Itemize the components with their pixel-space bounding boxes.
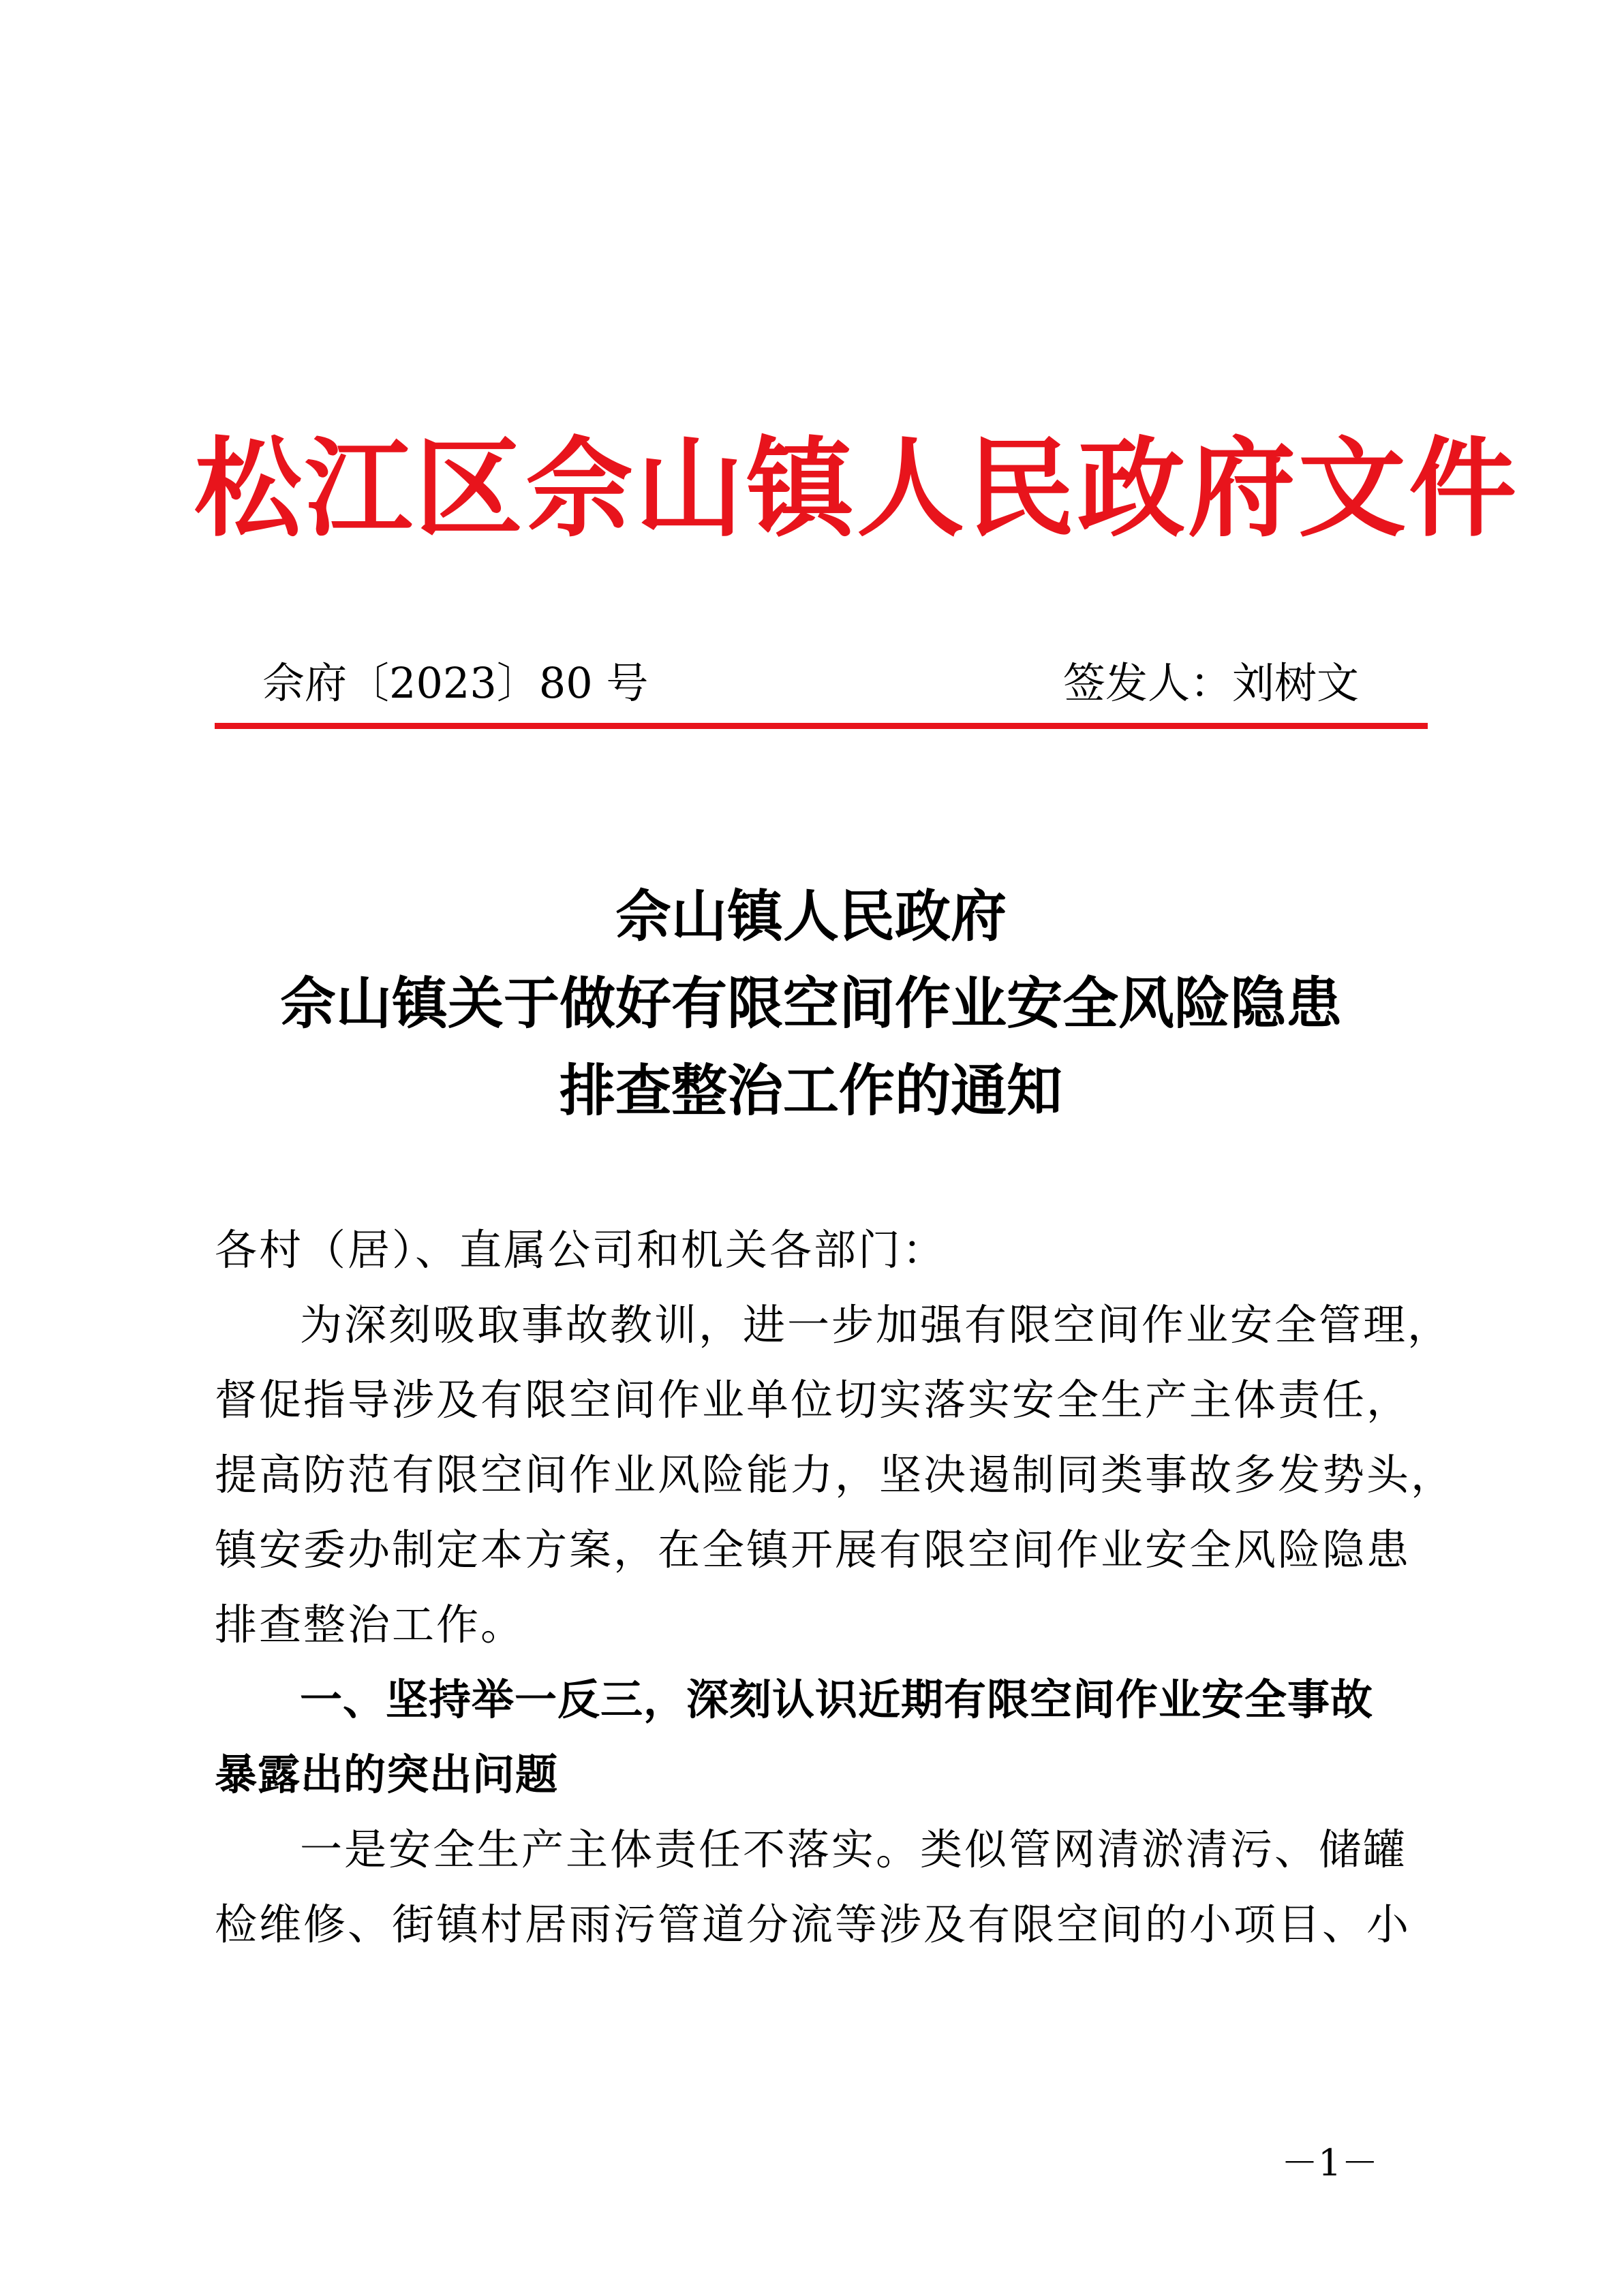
body-text-line: 排查整治工作。	[215, 1600, 525, 1649]
body-text-line: 检维修、街镇村居雨污管道分流等涉及有限空间的小项目、小	[215, 1899, 1411, 1949]
document-number: 佘府〔2023〕80 号	[262, 658, 649, 708]
section-heading-line: 一、坚持举一反三，深刻认识近期有限空间作业安全事故	[300, 1675, 1374, 1724]
signer: 签发人：刘树文	[1063, 658, 1360, 708]
salutation: 各村（居）、直属公司和机关各部门：	[215, 1225, 947, 1275]
page-number: －1－	[1281, 2141, 1379, 2184]
notice-title-line: 佘山镇人民政府	[615, 884, 1007, 949]
notice-title-line: 佘山镇关于做好有限空间作业安全风险隐患	[279, 971, 1342, 1036]
section-heading-line: 暴露出的突出问题	[215, 1750, 559, 1799]
notice-title-line: 排查整治工作的通知	[559, 1058, 1062, 1123]
issuing-authority-header: 松江区佘山镇人民政府文件	[194, 426, 1519, 552]
body-text-line: 为深刻吸取事故教训，进一步加强有限空间作业安全管理，	[300, 1300, 1452, 1350]
body-text-line: 一是安全生产主体责任不落实。类似管网清淤清污、储罐	[300, 1825, 1408, 1874]
body-text-line: 提高防范有限空间作业风险能力，坚决遏制同类事故多发势头，	[215, 1450, 1456, 1500]
body-text-line: 督促指导涉及有限空间作业单位切实落实安全生产主体责任，	[215, 1375, 1411, 1425]
red-divider-line	[215, 723, 1428, 729]
body-text-line: 镇安委办制定本方案，在全镇开展有限空间作业安全风险隐患	[215, 1525, 1411, 1574]
